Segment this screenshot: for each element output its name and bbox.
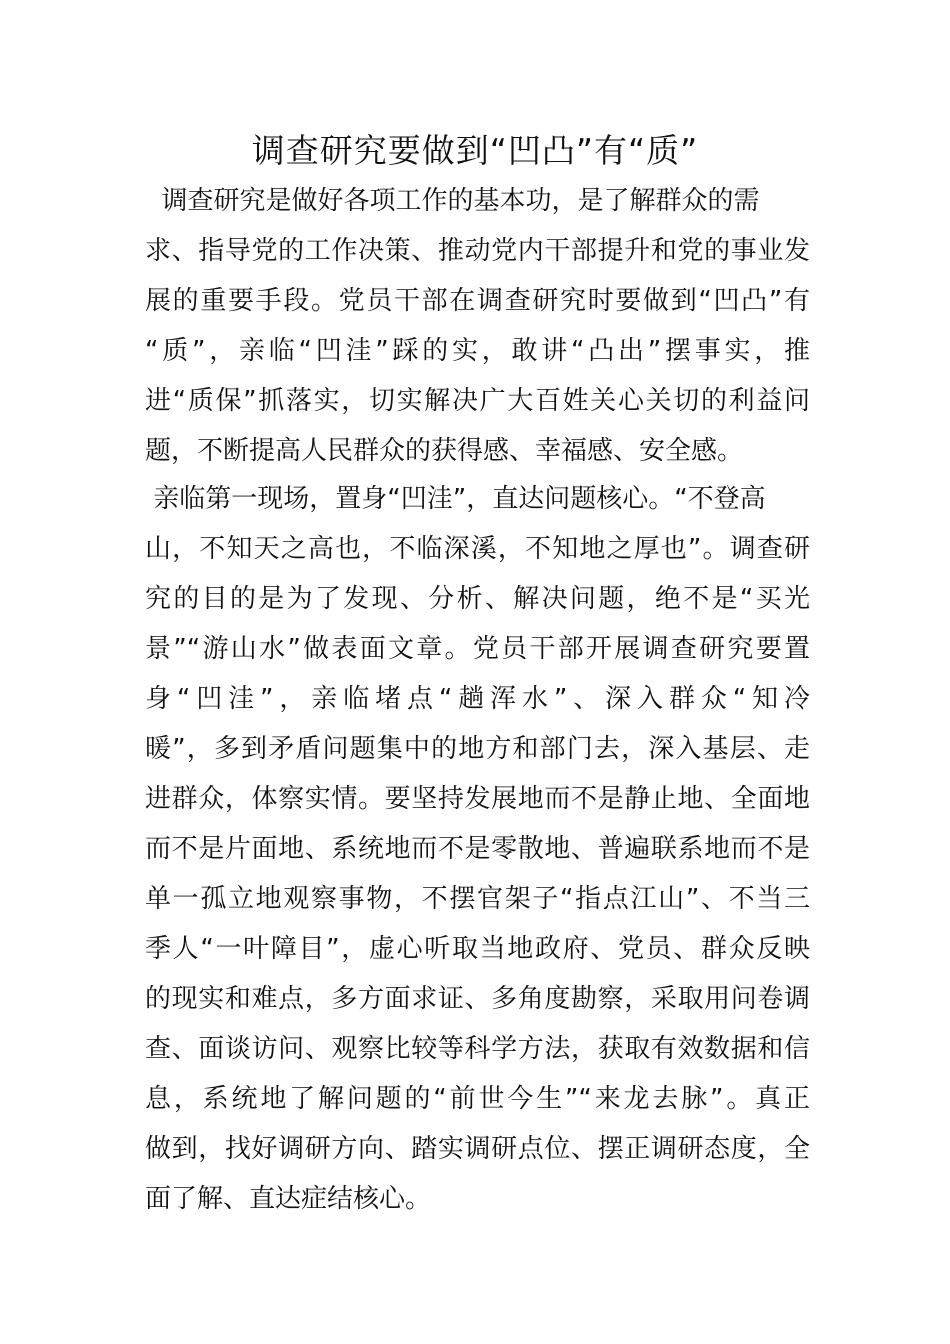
paragraph-1 bbox=[145, 176, 810, 476]
paragraph-line: 山，不知天之高也，不临深溪，不知地之厚也”。调查研 bbox=[145, 534, 810, 564]
paragraph-line: 亲临第一现场，置身“凹洼”，直达问题核心。“不登高 bbox=[145, 484, 766, 514]
document-title: 调查研究要做到“凹凸”有“质” bbox=[251, 131, 699, 170]
paragraph-line: 求、指导党的工作决策、推动党内干部提升和党的事业发 bbox=[145, 236, 810, 266]
paragraph-line: 进群众，体察实情。要坚持发展地而不是静止地、全面地 bbox=[145, 784, 810, 814]
paragraph-2 bbox=[145, 474, 810, 1224]
paragraph-line: 景”“游山水”做表面文章。党员干部开展调查研究要置 bbox=[145, 634, 810, 664]
paragraph-line: 息，系统地了解问题的“前世今生”“来龙去脉”。真正 bbox=[145, 1084, 810, 1114]
paragraph-line: 暖”，多到矛盾问题集中的地方和部门去，深入基层、走 bbox=[145, 734, 810, 764]
paragraph-line: 查、面谈访问、观察比较等科学方法，获取有效数据和信 bbox=[145, 1034, 810, 1064]
paragraph-line: 展的重要手段。党员干部在调查研究时要做到“凹凸”有 bbox=[145, 286, 810, 316]
paragraph-line: 题，不断提高人民群众的获得感、幸福感、安全感。 bbox=[145, 436, 744, 466]
paragraph-line: 身“凹洼”，亲临堵点“趟浑水”、深入群众“知冷 bbox=[145, 684, 810, 714]
paragraph-line: 的现实和难点，多方面求证、多角度勘察，采取用问卷调 bbox=[145, 984, 810, 1014]
paragraph-line: 面了解、直达症结核心。 bbox=[145, 1184, 432, 1214]
paragraph-line: 调查研究是做好各项工作的基本功，是了解群众的需 bbox=[145, 186, 760, 216]
paragraph-line: 做到，找好调研方向、踏实调研点位、摆正调研态度，全 bbox=[145, 1134, 810, 1164]
paragraph-line: 单一孤立地观察事物，不摆官架子“指点江山”、不当三 bbox=[145, 884, 810, 914]
paragraph-line: “质”，亲临“凹洼”踩的实，敢讲“凸出”摆事实，推 bbox=[145, 336, 810, 366]
paragraph-line: 究的目的是为了发现、分析、解决问题，绝不是“买光 bbox=[145, 584, 810, 614]
paragraph-line: 季人“一叶障目”，虚心听取当地政府、党员、群众反映 bbox=[145, 934, 810, 964]
paragraph-line: 进“质保”抓落实，切实解决广大百姓关心关切的利益问 bbox=[145, 386, 810, 416]
paragraph-line: 而不是片面地、系统地而不是零散地、普遍联系地而不是 bbox=[145, 834, 810, 864]
